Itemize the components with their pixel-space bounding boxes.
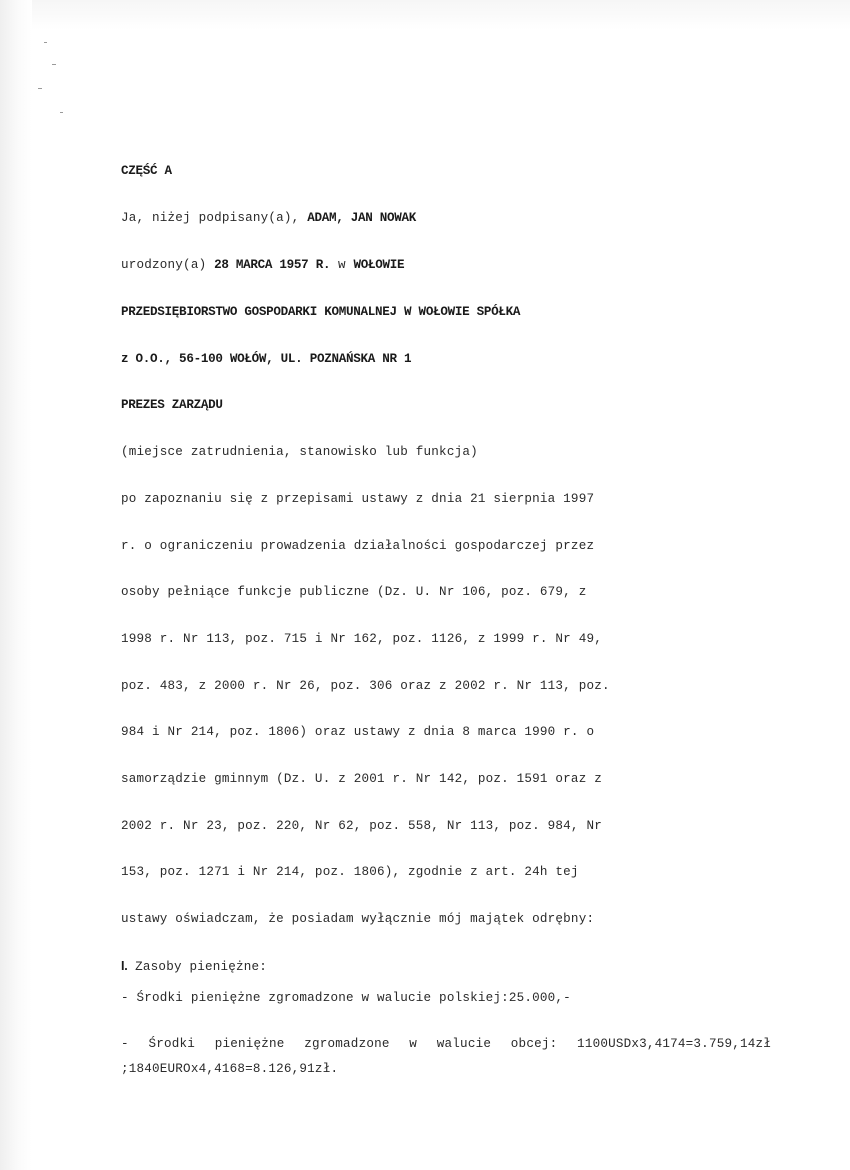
body-line: 984 i Nr 214, poz. 1806) oraz ustawy z dnia 8 marca 1990 r. o (121, 725, 595, 739)
body-line: po zapoznaniu się z przepisami ustawy z dnia 21 sierpnia 1997 (121, 492, 595, 506)
declarant-intro: Ja, niżej podpisany(a), (121, 211, 308, 225)
section-one-heading (121, 958, 267, 975)
body-line: 153, poz. 1271 i Nr 214, poz. 1806), zgodnie z art. 24h tej (121, 865, 579, 879)
employer-position: PREZES ZARZĄDU (121, 398, 223, 412)
birth-date: 28 MARCA 1957 R. (214, 258, 331, 272)
body-line: samorządzie gminnym (Dz. U. z 2001 r. Nr 142, poz. 1591 oraz z (121, 772, 602, 786)
section-title: CZĘŚĆ A (121, 164, 172, 178)
employer-caption: (miejsce zatrudnienia, stanowisko lub funkcja) (121, 445, 478, 459)
body-line: 2002 r. Nr 23, poz. 220, Nr 62, poz. 558, Nr 113, poz. 984, Nr (121, 819, 602, 833)
body-line: poz. 483, z 2000 r. Nr 26, poz. 306 oraz z 2002 r. Nr 113, poz. (121, 679, 610, 693)
declarant-name: ADAM, JAN NOWAK (307, 211, 417, 225)
employer-line-1: PRZEDSIĘBIORSTWO GOSPODARKI KOMUNALNEJ W WOŁOWIE SPÓŁKA (121, 305, 521, 319)
birth-place: WOŁOWIE (353, 258, 405, 272)
body-line: ustawy oświadczam, że posiadam wyłącznie mój majątek odrębny: (121, 912, 595, 926)
cash-foreign-item-continued: ;1840EUROx4,4168=8.126,91zł. (121, 1062, 339, 1076)
body-line: 1998 r. Nr 113, poz. 715 i Nr 162, poz. 1126, z 1999 r. Nr 49, (121, 632, 602, 646)
section-one-number: I. (121, 959, 128, 973)
birth-line (121, 257, 404, 273)
body-line: r. o ograniczeniu prowadzenia działalności gospodarczej przez (121, 539, 595, 553)
birth-connector: w (330, 258, 354, 272)
body-line: osoby pełniące funkcje publiczne (Dz. U. Nr 106, poz. 679, z (121, 585, 587, 599)
cash-pln-item: - Środki pieniężne zgromadzone w walucie polskiej:25.000,- (121, 991, 571, 1005)
employer-line-2: z O.O., 56-100 WOŁÓW, UL. POZNAŃSKA NR 1 (121, 352, 412, 366)
cash-foreign-item: - Środki pieniężne zgromadzone w walucie obcej: 1100USDx3,4174=3.759,14zł (121, 1037, 771, 1051)
section-one-title: Zasoby pieniężne: (127, 960, 268, 974)
declarant-line (121, 210, 416, 226)
birth-label: urodzony(a) (121, 258, 215, 272)
